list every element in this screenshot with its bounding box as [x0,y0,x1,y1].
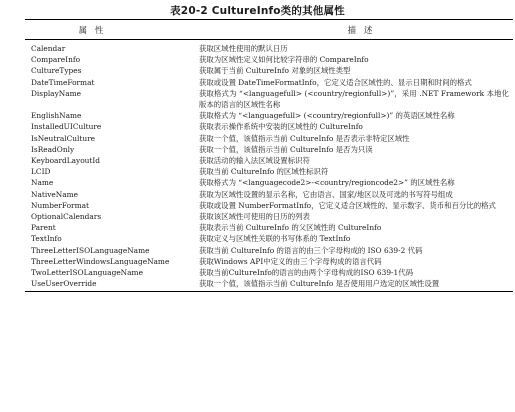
property-name-cell: DisplayName [31,88,82,98]
table-row [25,155,513,166]
property-name-cell: CompareInfo [31,55,81,65]
table-row [25,200,513,211]
property-description-cell: 获取属于当前 CultureInfo 对象的区域性类型 [199,66,351,76]
property-name-cell: TwoLetterISOLanguageName [31,268,143,278]
property-name-cell: Parent [31,223,56,233]
table-row [25,177,513,188]
property-name-cell: Calendar [31,44,66,53]
table-row [25,144,513,155]
property-description-cell: 获取该区域性可使用的日历的列表 [199,212,310,222]
property-description-cell: 获取活动的输入法区域设置标识符 [199,156,310,166]
property-description-cell: 获取为区域性定义如何比较字符串的 CompareInfo [199,55,369,65]
property-description-cell: 获取Windows API中定义的由三个字母构成的语言代码 [199,256,382,266]
property-description-cell: 获取一个值，该值指示当前 CultureInfo 是否使用用户选定的区域性设置 [195,278,513,292]
table-caption: 表20-2 CultureInfo类的其他属性 [170,5,345,17]
property-description-cell: 获取区域性使用的默认日历 [199,44,288,53]
property-description-cell: 获取或设置 DateTimeFormatInfo，它定义适合区域性的、显示日期和时间的格式 [199,77,472,87]
table-row [25,256,513,267]
property-name-cell: ThreeLetterWindowsLanguageName [31,256,170,266]
table-row [25,54,513,65]
table-row [25,189,513,200]
table-row [25,133,513,144]
header-description: 描述 [195,20,513,40]
table-row [25,222,513,233]
property-description-cell: 获取表示当前 CultureInfo 的父区域性的 CultureInfo [199,223,382,233]
property-name-cell: DateTimeFormat [31,77,95,87]
property-name-cell: UseUserOverride [25,278,195,292]
property-description-cell: 获取定义与区域性关联的书写体系的 TextInfo [199,234,351,244]
property-description-cell: 获取当前 CultureInfo 的语言的由三个字母构成的 ISO 639-2 代码 [199,245,423,255]
property-name-cell: EnglishName [31,111,82,121]
table-header [25,20,513,40]
property-description-cell: 获取当前 CultureInfo 的区域性标识符 [199,167,329,177]
culture-info-properties-table [25,19,513,292]
table-body [25,40,513,292]
property-name-cell: InstalledUICulture [31,122,102,132]
table-row [25,211,513,222]
property-name-cell: CultureTypes [31,66,82,76]
property-name-cell: NativeName [31,189,79,199]
property-description-cell: 获取表示操作系统中安装的区域性的 CultureInfo [199,122,363,132]
property-name-cell: LCID [31,167,51,177]
property-description-cell: 获取格式为 “<languagefull> (<country/regionfull>)” 的英语区域性名称 [199,111,455,121]
property-name-cell: KeyboardLayoutId [31,156,101,166]
table-row [25,166,513,177]
property-name-cell: NumberFormat [31,200,89,210]
property-name-cell: ThreeLetterISOLanguageName [31,245,150,255]
property-description-cell: 获取格式为 “<languagefull> (<country/regionfull>)”，采用 .NET Framework 本地化版本的语言的区域性名称 [199,88,509,110]
table-row [25,40,513,55]
table-row [25,121,513,132]
property-name-cell: IsReadOnly [31,144,75,154]
property-description-cell: 获取格式为 “<languagecode2>-<country/regioncode2>” 的区域性名称 [199,178,455,188]
table-row [25,245,513,256]
table-row [25,233,513,244]
header-property: 属性 [25,20,195,40]
table-row [25,77,513,88]
property-description-cell: 获取当前CultureInfo的语言的由两个字母构成的ISO 639-1代码 [199,268,414,278]
property-name-cell: IsNeutralCulture [31,133,96,143]
table-row [25,65,513,76]
table-row [25,110,513,121]
table-row [25,88,513,110]
table-row [25,278,513,292]
property-description-cell: 获取一个值，该值指示当前 CultureInfo 是否表示非特定区域性 [199,133,410,143]
property-description-cell: 获取一个值，该值指示当前 CultureInfo 是否为只读 [199,144,373,154]
property-description-cell: 获取或设置 NumberFormatInfo，它定义适合区域性的、显示数字、货币和百分比的格式 [199,200,496,210]
table-row [25,267,513,278]
property-description-cell: 获取为区域性设置的显示名称，它由语言、国家/地区以及可选的书写符号组成 [199,189,453,199]
property-name-cell: OptionalCalendars [31,212,102,222]
property-name-cell: Name [31,178,54,188]
property-name-cell: TextInfo [31,234,62,244]
